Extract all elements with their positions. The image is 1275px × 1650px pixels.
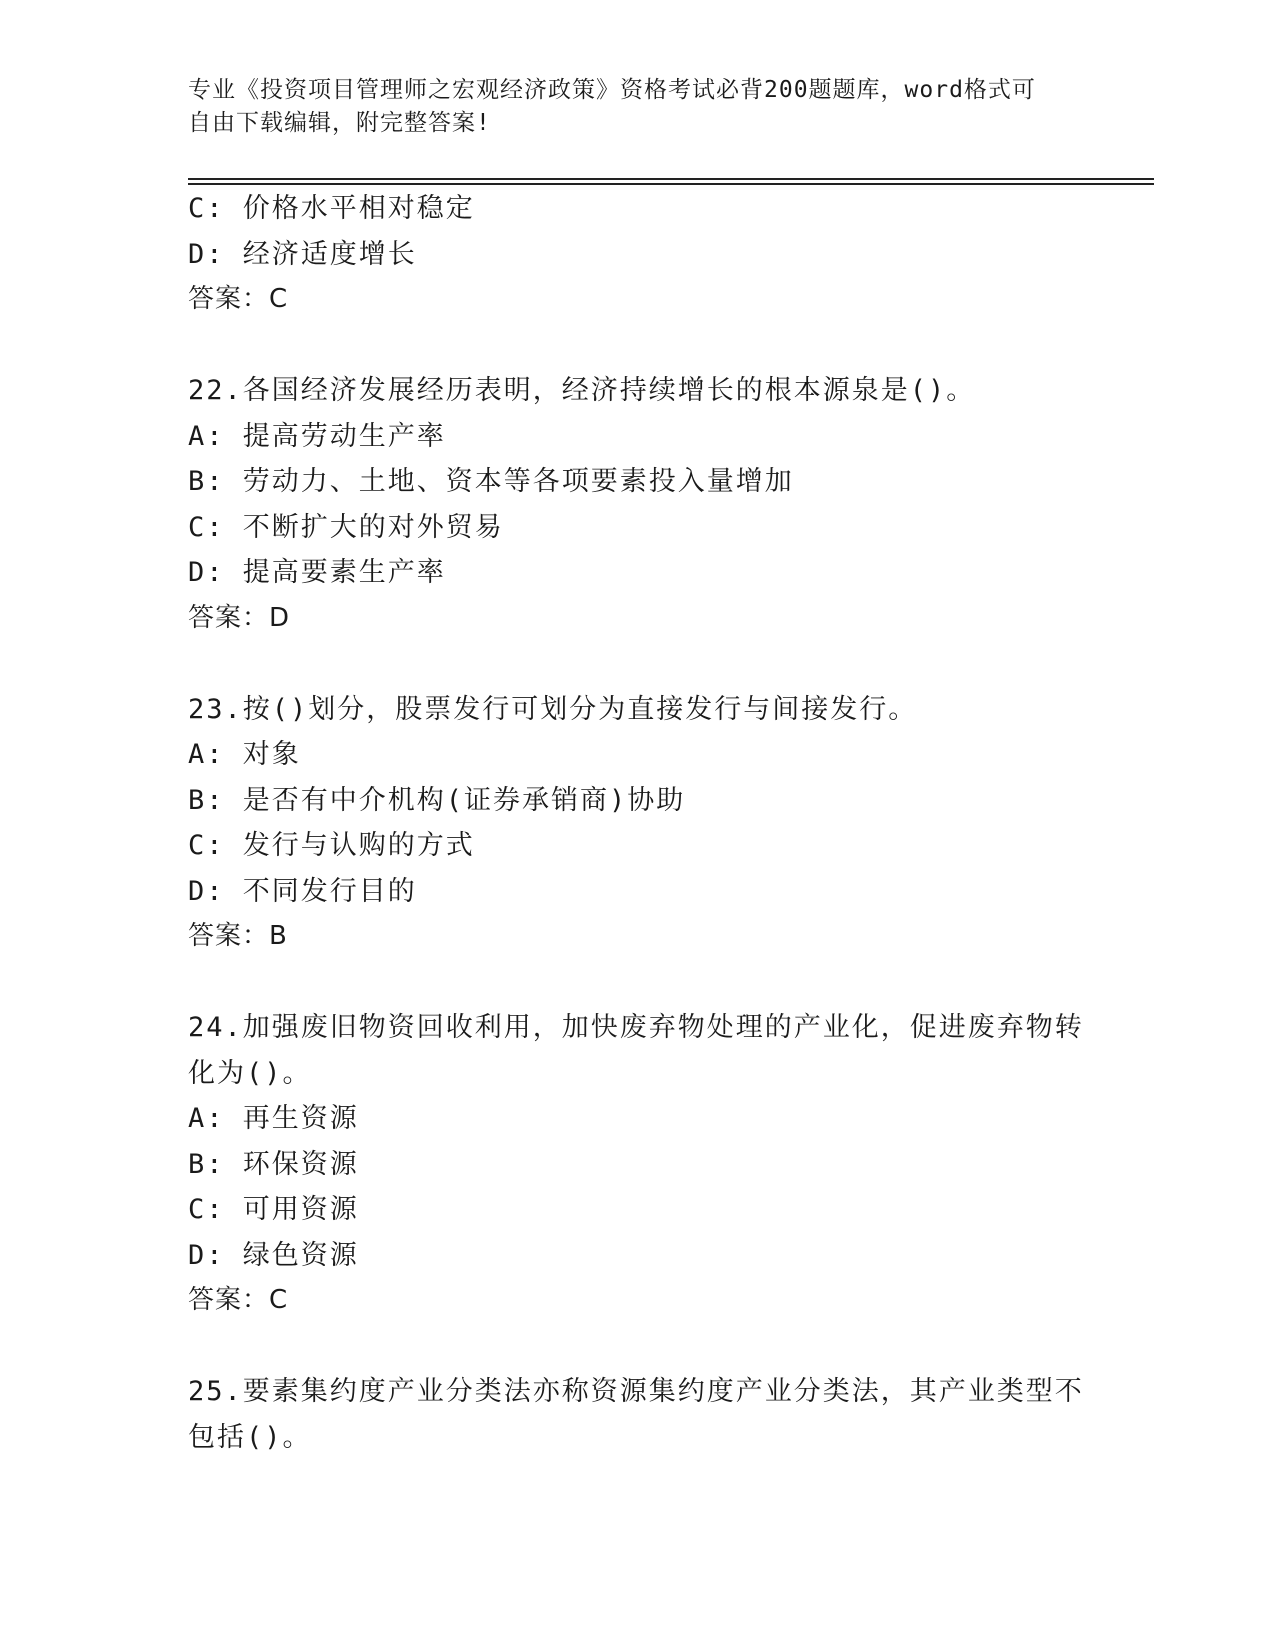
q23-option-d: D: 不同发行目的: [188, 875, 417, 907]
header-divider-bottom: [188, 183, 1154, 185]
q21-option-c: C: 价格水平相对稳定: [188, 193, 475, 224]
q24-option-d: D: 绿色资源: [188, 1239, 359, 1271]
q21-option-d: D: 经济适度增长: [188, 238, 417, 270]
spacer: [188, 323, 1088, 369]
q23-stem: 23.按()划分，股票发行可划分为直接发行与间接发行。: [188, 693, 918, 725]
q24-option-c: C: 可用资源: [188, 1194, 359, 1225]
q24-option-a: A: 再生资源: [188, 1103, 359, 1134]
q22-stem: 22.各国经济发展经历表明，经济持续增长的根本源泉是()。: [188, 375, 976, 406]
header-divider-top: [188, 178, 1154, 180]
q22-option-c: C: 不断扩大的对外贸易: [188, 511, 504, 543]
q23-answer: 答案：B: [188, 921, 288, 951]
spacer: [188, 641, 1088, 687]
q23-option-b: B: 是否有中介机构(证券承销商)协助: [188, 784, 686, 816]
header-line-1: 专业《投资项目管理师之宏观经济政策》资格考试必背200题题库，word格式可: [188, 77, 1036, 103]
q23-option-a: A: 对象: [188, 739, 301, 770]
question-list: [188, 186, 1088, 1460]
q24-stem-line-2: 化为()。: [188, 1057, 312, 1089]
q25-stem-line-1: 25.要素集约度产业分类法亦称资源集约度产业分类法，其产业类型不: [188, 1376, 1084, 1407]
q22-answer: 答案：D: [188, 602, 291, 633]
q24-stem-line-1: 24.加强废旧物资回收利用，加快废弃物处理的产业化，促进废弃物转: [188, 1012, 1084, 1043]
q21-answer: 答案：C: [188, 284, 289, 314]
q24-option-b: B: 环保资源: [188, 1148, 359, 1180]
q24-answer: 答案：C: [188, 1285, 289, 1315]
q25-stem-line-2: 包括()。: [188, 1421, 312, 1453]
q22-option-d: D: 提高要素生产率: [188, 557, 446, 588]
q23-option-c: C: 发行与认购的方式: [188, 830, 475, 861]
header-line-2: 自由下载编辑，附完整答案!: [188, 110, 491, 136]
q22-option-b: B: 劳动力、土地、资本等各项要素投入量增加: [188, 466, 794, 497]
spacer: [188, 1324, 1088, 1370]
q22-option-a: A: 提高劳动生产率: [188, 420, 446, 452]
document-header: [188, 74, 1068, 140]
spacer: [188, 960, 1088, 1006]
